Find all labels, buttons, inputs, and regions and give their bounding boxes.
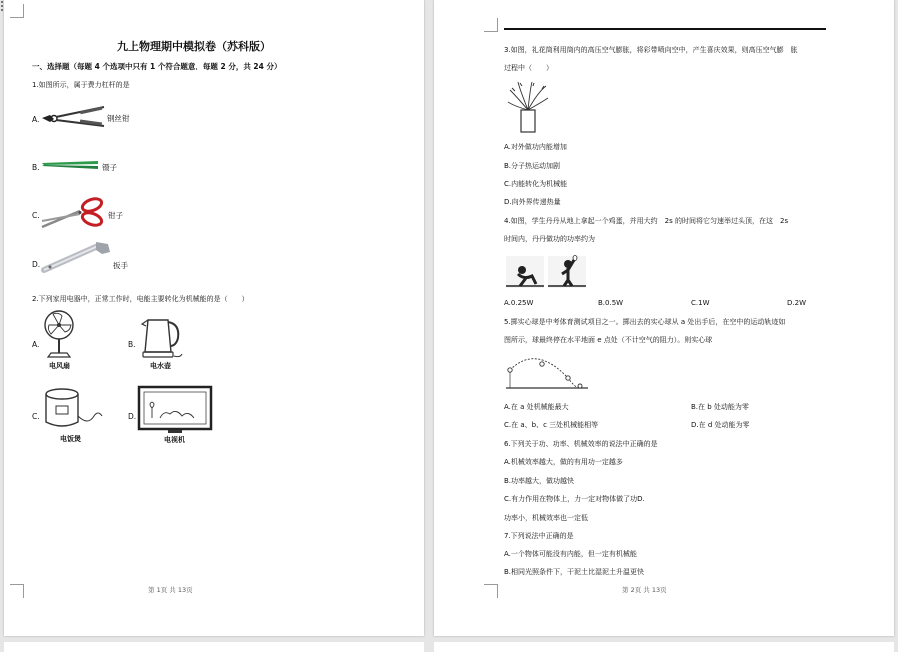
q6-line-3: C.有力作用在物体上，力一定对物体做了功D. (504, 495, 645, 503)
ball-trajectory-diagram (506, 350, 588, 392)
q1-option-b-label: 镊子 (102, 163, 117, 172)
q3-option-b: B.分子热运动加剧 (504, 162, 561, 170)
q2-option-b-letter: B. (128, 340, 136, 349)
electric-kettle-icon (138, 312, 184, 360)
crop-mark-top-left (484, 18, 498, 32)
q6-line-4: 功率小，机械效率也一定低 (504, 514, 588, 522)
q6-line-2: B.功率越大，做功越快 (504, 477, 575, 485)
q3-option-a: A.对外做功内能增加 (504, 143, 567, 151)
q1-option-c-label: 钳子 (108, 211, 123, 220)
tweezers-icon (42, 159, 100, 171)
page-1-footer: 第 1页 共 13页 (148, 586, 193, 594)
page-2-footer: 第 2页 共 13页 (622, 586, 667, 594)
q2-option-a-letter: A. (32, 340, 40, 349)
document-page-2[interactable] (434, 0, 894, 636)
q3-option-d: D.向外界传递热量 (504, 198, 561, 206)
q7-line-1: A.一个物体可能没有内能，但一定有机械能 (504, 550, 637, 558)
question-4-stem-line2: 时间内，丹丹做功的功率约为 (504, 235, 595, 243)
question-3-stem-line1: 3.如图，礼花筒利用筒内的高压空气膨胀，将彩带喷向空中，产生喜庆效果，则高压空气膨 胀 (504, 46, 798, 54)
question-3-stem-line2: 过程中（ ） (504, 64, 553, 72)
q1-option-a-letter: A. (32, 115, 40, 124)
scissors-icon (40, 197, 106, 233)
q1-option-b-letter: B. (32, 163, 40, 172)
q6-line-1: A.机械效率越大，做的有用功一定越多 (504, 458, 623, 466)
wrench-icon (40, 240, 112, 274)
question-1-stem: 1.如图所示，属于费力杠杆的是 (32, 81, 130, 89)
television-icon (138, 386, 212, 434)
q4-option-c: C.1W (691, 299, 710, 307)
q5-option-c: C.在 a、b、c 三处机械能相等 (504, 421, 599, 429)
q2-option-d-caption: 电视机 (164, 436, 185, 444)
q2-option-c-letter: C. (32, 412, 40, 421)
question-4-stem-line1: 4.如图，学生丹丹从地上拿起一个鸡蛋，并用大约 2s 的时间将它匀速举过头顶，在这 2s (504, 217, 789, 225)
q3-option-c: C.内能转化为机械能 (504, 180, 568, 188)
q2-option-a-caption: 电风扇 (49, 362, 70, 370)
crop-mark-top-left (10, 4, 24, 18)
q2-option-b-caption: 电水壶 (150, 362, 171, 370)
question-5-stem-line1: 5.掷实心球是中考体育测试项目之一。掷出去的实心球从 a 处出手后，在空中的运动轨迹如 (504, 318, 786, 326)
header-rule (504, 28, 826, 30)
q4-option-a: A.0.25W (504, 299, 534, 307)
page-title: 九上物理期中模拟卷（苏科版） (117, 40, 271, 53)
q7-line-2: B.相同光照条件下，干泥土比湿泥土升温更快 (504, 568, 645, 576)
question-2-stem: 2.下列家用电器中，正常工作时，电能主要转化为机械能的是（ ） (32, 295, 249, 303)
crop-mark-bottom-left (484, 584, 498, 598)
question-6-stem: 6.下列关于功、功率、机械效率的说法中正确的是 (504, 440, 658, 448)
q1-option-a-label: 钢丝钳 (107, 114, 130, 123)
egg-lifting-figure (506, 250, 588, 290)
document-page-1[interactable] (4, 0, 424, 636)
section-heading: 一、选择题（每题 4 个选项中只有 1 个符合题意．每题 2 分，共 24 分） (32, 62, 282, 71)
q2-option-d-letter: D. (128, 412, 137, 421)
party-popper-icon (506, 80, 550, 134)
document-page-3-top (4, 642, 424, 652)
question-7-stem: 7.下列说法中正确的是 (504, 532, 574, 540)
rice-cooker-icon (42, 386, 104, 432)
q4-option-d: D.2W (787, 299, 806, 307)
q1-option-c-letter: C. (32, 211, 40, 220)
q5-option-a: A.在 a 处机械能最大 (504, 403, 569, 411)
wire-cutter-icon (40, 104, 106, 130)
q2-option-c-caption: 电饭煲 (60, 435, 81, 443)
q4-option-b: B.0.5W (598, 299, 624, 307)
crop-mark-bottom-left (10, 584, 24, 598)
q5-option-d: D.在 d 处动能为零 (691, 421, 750, 429)
question-5-stem-line2: 图所示，球最终停在水平地面 e 点处（不计空气的阻力）。则实心球 (504, 336, 713, 344)
q1-option-d-label: 扳手 (113, 261, 128, 270)
q1-option-d-letter: D. (32, 260, 41, 269)
document-page-4-top (434, 642, 894, 652)
electric-fan-icon (42, 309, 76, 361)
q5-option-b: B.在 b 处动能为零 (691, 403, 749, 411)
